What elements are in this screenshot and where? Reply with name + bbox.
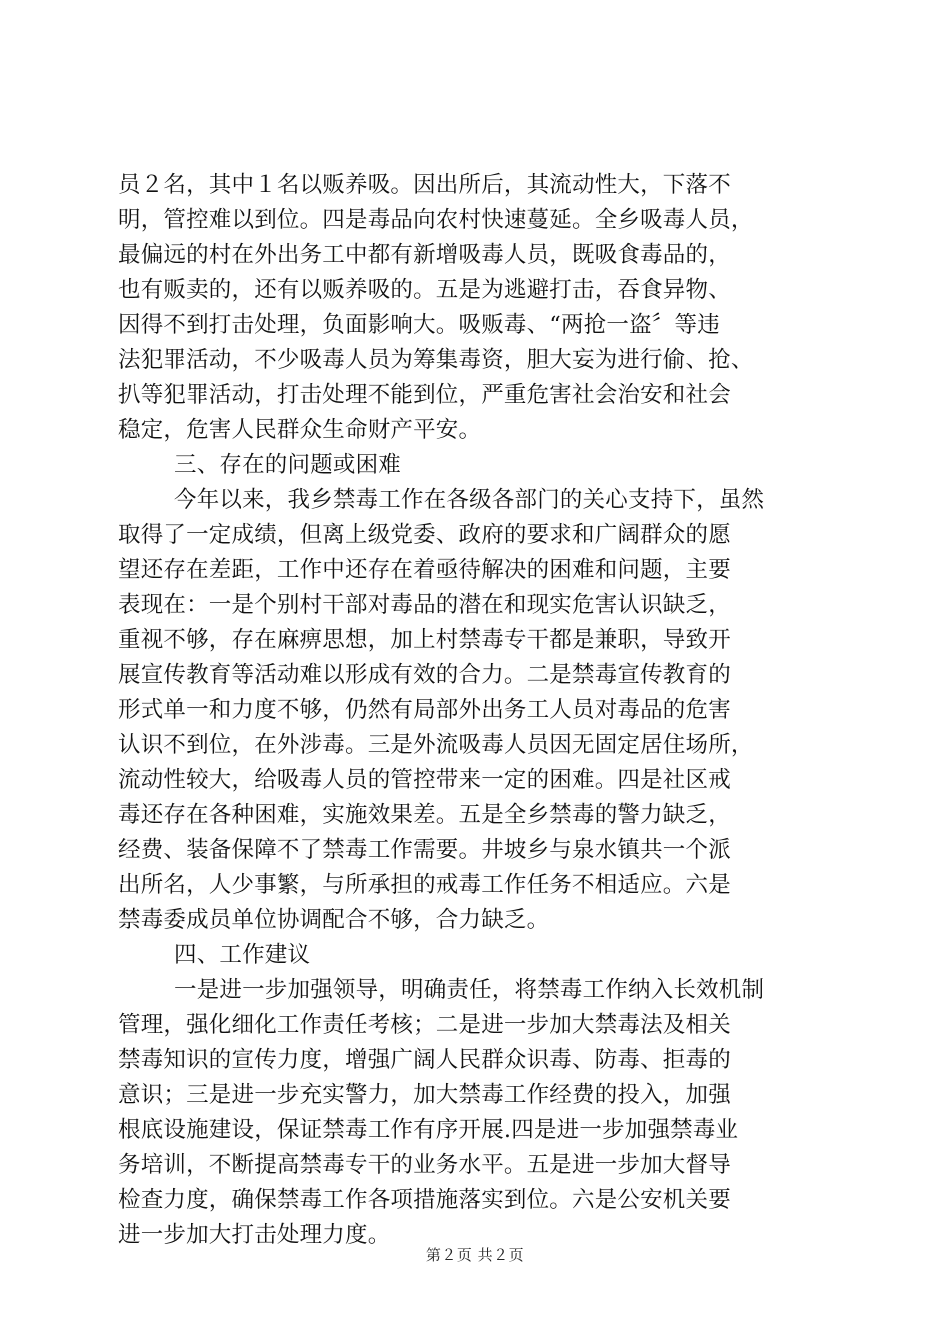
text-line: 毒还存在各种困难，实施效果差。五是全乡禁毒的警力缺乏， [118,802,731,828]
text-line: 重视不够，存在麻痹思想，加上村禁毒专干都是兼职，导致开 [118,627,731,653]
text-line: 管理，强化细化工作责任考核；二是进一步加大禁毒法及相关 [118,1012,731,1038]
text-line: 流动性较大，给吸毒人员的管控带来一定的困难。四是社区戒 [118,767,731,793]
text-line: 形式单一和力度不够，仍然有局部外出务工人员对毒品的危害 [118,697,731,723]
text-line: 进一步加大打击处理力度。 [118,1222,391,1248]
text-line: 扒等犯罪活动，打击处理不能到位，严重危害社会治安和社会 [118,382,731,408]
text-line: 也有贩卖的，还有以贩养吸的。五是为逃避打击，吞食异物、 [118,277,731,303]
text-line: 表现在：一是个别村干部对毒品的潜在和现实危害认识缺乏， [118,592,731,618]
text-line: 取得了一定成绩，但离上级党委、政府的要求和广阔群众的愿 [118,522,731,548]
text-line: 法犯罪活动，不少吸毒人员为筹集毒资，胆大妄为进行偷、抢、 [118,347,754,373]
section-heading-problems: 三、存在的问题或困难 [174,452,402,478]
text-line: 经费、装备保障不了禁毒工作需要。井坡乡与泉水镇共一个派 [118,837,731,863]
text-line: 展宣传教育等活动难以形成有效的合力。二是禁毒宣传教育的 [118,662,731,688]
text-line: 因得不到打击处理，负面影响大。吸贩毒、“两抢一盗〞等违 [118,312,720,338]
text-line: 务培训，不断提高禁毒专干的业务水平。五是进一步加大督导 [118,1152,731,1178]
text-line: 明，管控难以到位。四是毒品向农村快速蔓延。全乡吸毒人员， [118,207,754,233]
text-line: 稳定，危害人民群众生命财产平安。 [118,417,482,443]
text-line: 望还存在差距，工作中还存在着亟待解决的困难和问题，主要 [118,557,731,583]
paragraph-drug-situation [118,168,838,448]
text-line: 认识不到位，在外涉毒。三是外流吸毒人员因无固定居住场所， [118,732,754,758]
text-line: 一是进一步加强领导，明确责任，将禁毒工作纳入长效机制 [174,977,765,1003]
text-line: 员２名，其中１名以贩养吸。因出所后，其流动性大，下落不 [118,172,731,198]
paragraph-suggestions [118,973,838,1253]
text-line: 出所名，人少事繁，与所承担的戒毒工作任务不相适应。六是 [118,872,731,898]
document-body [118,168,838,1253]
text-line: 最偏远的村在外出务工中都有新增吸毒人员，既吸食毒品的， [118,242,731,268]
text-line: 意识；三是进一步充实警力，加大禁毒工作经费的投入，加强 [118,1082,731,1108]
text-line: 根底设施建设，保证禁毒工作有序开展.四是进一步加强禁毒业 [118,1117,739,1143]
section-heading-suggestions: 四、工作建议 [174,942,311,968]
text-line: 今年以来，我乡禁毒工作在各级各部门的关心支持下，虽然 [174,487,765,513]
page-number-footer: 第２页 共２页 [425,1246,525,1264]
text-line: 检查力度，确保禁毒工作各项措施落实到位。六是公安机关要 [118,1187,731,1213]
text-line: 禁毒知识的宣传力度，增强广阔人民群众识毒、防毒、拒毒的 [118,1047,731,1073]
text-line: 禁毒委成员单位协调配合不够，合力缺乏。 [118,907,550,933]
paragraph-problems [118,483,838,938]
